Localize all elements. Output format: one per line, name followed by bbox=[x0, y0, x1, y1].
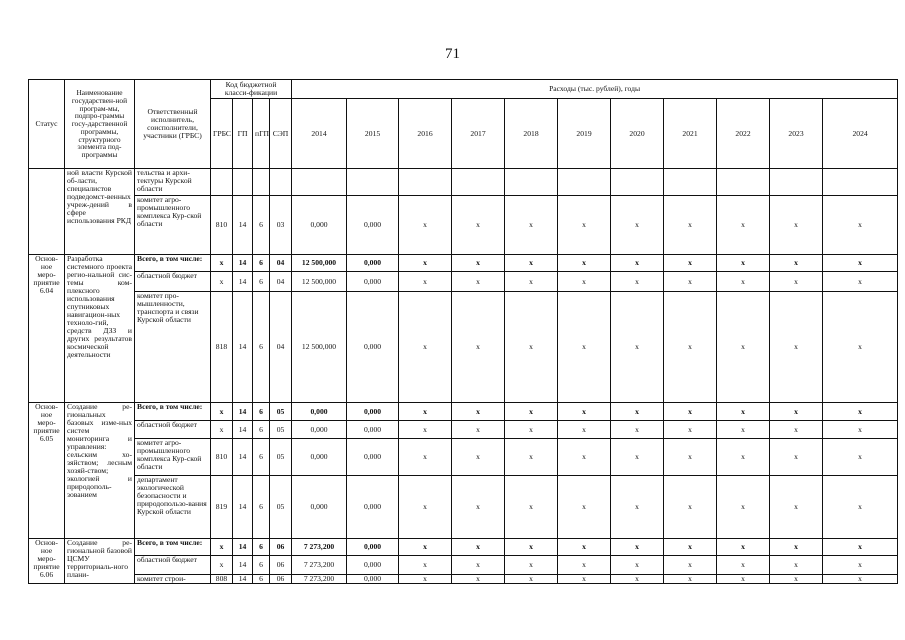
executor-cell: комитет про-мышленности, транспорта и связи Курской области bbox=[135, 292, 211, 403]
expense-cell: x bbox=[611, 421, 664, 439]
expense-cell: x bbox=[505, 403, 558, 421]
expense-cell bbox=[558, 169, 611, 196]
pgp-cell bbox=[253, 169, 270, 196]
grbs-cell: x bbox=[211, 556, 233, 575]
pgp-cell: 6 bbox=[253, 272, 270, 292]
executor-cell: Всего, в том числе: bbox=[135, 539, 211, 556]
expense-cell bbox=[770, 169, 823, 196]
expense-cell: 7 273,200 bbox=[292, 539, 347, 556]
header-year: 2015 bbox=[347, 99, 399, 169]
expense-cell: 0,000 bbox=[292, 439, 347, 476]
pgp-cell: 6 bbox=[253, 403, 270, 421]
expense-cell: x bbox=[452, 476, 505, 539]
grbs-cell: x bbox=[211, 421, 233, 439]
status-cell bbox=[29, 169, 65, 255]
expense-cell: x bbox=[399, 575, 452, 584]
grbs-cell: x bbox=[211, 255, 233, 272]
executor-cell: комитет агро-промышленного комплекса Кур-ской области bbox=[135, 439, 211, 476]
expense-cell: 0,000 bbox=[292, 476, 347, 539]
pgp-cell: 6 bbox=[253, 539, 270, 556]
grbs-cell: 810 bbox=[211, 196, 233, 255]
expense-cell: x bbox=[664, 196, 717, 255]
expense-cell: x bbox=[664, 575, 717, 584]
grbs-cell: 819 bbox=[211, 476, 233, 539]
expense-cell: x bbox=[399, 196, 452, 255]
expense-cell: x bbox=[452, 539, 505, 556]
expense-cell: x bbox=[505, 272, 558, 292]
expense-cell: x bbox=[611, 476, 664, 539]
expense-cell: x bbox=[558, 539, 611, 556]
pgp-cell: 6 bbox=[253, 575, 270, 584]
name-cell: ной власти Курской об-ласти, специалистов подведомст-венных учреж-дений в сфере использования РКД bbox=[65, 169, 135, 255]
expense-cell: x bbox=[399, 476, 452, 539]
executor-cell: комитет агро-промышленного комплекса Кур-ской области bbox=[135, 196, 211, 255]
expense-cell: 0,000 bbox=[347, 476, 399, 539]
expense-cell bbox=[611, 169, 664, 196]
table-row bbox=[29, 556, 898, 575]
header-executor: Ответственный исполнитель, соисполнители, участники (ГРБС) bbox=[135, 80, 211, 169]
executor-cell: департамент экологической безопасности и природопользо-вания Курской области bbox=[135, 476, 211, 539]
table-row bbox=[29, 421, 898, 439]
gp-cell bbox=[233, 169, 253, 196]
expense-cell: x bbox=[717, 255, 770, 272]
gp-cell: 14 bbox=[233, 575, 253, 584]
expense-cell: x bbox=[452, 196, 505, 255]
expense-cell bbox=[717, 169, 770, 196]
pgp-cell: 6 bbox=[253, 476, 270, 539]
expense-cell bbox=[664, 169, 717, 196]
expense-cell: x bbox=[399, 439, 452, 476]
expense-cell: x bbox=[611, 255, 664, 272]
expense-cell: x bbox=[558, 476, 611, 539]
expense-cell: x bbox=[452, 439, 505, 476]
expense-cell: x bbox=[399, 556, 452, 575]
sep-cell: 05 bbox=[270, 439, 292, 476]
executor-cell: областной бюджет bbox=[135, 421, 211, 439]
header-expenses: Расходы (тыс. рублей), годы bbox=[292, 80, 898, 99]
table-row bbox=[29, 292, 898, 403]
header-year: 2021 bbox=[664, 99, 717, 169]
table-body bbox=[29, 169, 898, 584]
expense-cell: x bbox=[664, 403, 717, 421]
gp-cell: 14 bbox=[233, 556, 253, 575]
gp-cell: 14 bbox=[233, 539, 253, 556]
expense-cell: x bbox=[717, 421, 770, 439]
grbs-cell: x bbox=[211, 539, 233, 556]
expense-cell: 0,000 bbox=[347, 539, 399, 556]
header-year: 2018 bbox=[505, 99, 558, 169]
pgp-cell: 6 bbox=[253, 292, 270, 403]
expense-cell: x bbox=[611, 292, 664, 403]
status-cell: Основ-ное меро-приятие 6.06 bbox=[29, 539, 65, 584]
header-year: 2020 bbox=[611, 99, 664, 169]
header-budget-code: Код бюджетной класси-фикации bbox=[211, 80, 292, 99]
expense-cell: x bbox=[823, 255, 898, 272]
grbs-cell: 810 bbox=[211, 439, 233, 476]
expense-cell: x bbox=[664, 272, 717, 292]
expense-cell: x bbox=[770, 272, 823, 292]
table-row bbox=[29, 575, 898, 584]
table-header bbox=[29, 80, 898, 169]
expense-cell: x bbox=[558, 272, 611, 292]
expense-cell: x bbox=[823, 556, 898, 575]
expense-cell: x bbox=[823, 272, 898, 292]
expense-cell: x bbox=[452, 403, 505, 421]
table-row bbox=[29, 272, 898, 292]
expense-cell: x bbox=[505, 196, 558, 255]
sep-cell: 05 bbox=[270, 403, 292, 421]
header-grbs: ГРБС bbox=[211, 99, 233, 169]
expense-cell: x bbox=[611, 556, 664, 575]
expense-cell: x bbox=[505, 556, 558, 575]
gp-cell: 14 bbox=[233, 421, 253, 439]
executor-cell: комитет строи- bbox=[135, 575, 211, 584]
header-year: 2016 bbox=[399, 99, 452, 169]
expense-cell: x bbox=[717, 575, 770, 584]
grbs-cell: x bbox=[211, 403, 233, 421]
executor-cell: Всего, в том числе: bbox=[135, 403, 211, 421]
expense-cell: x bbox=[452, 575, 505, 584]
expense-cell: x bbox=[558, 575, 611, 584]
expense-cell: x bbox=[770, 439, 823, 476]
expense-cell: x bbox=[611, 575, 664, 584]
expense-cell: x bbox=[452, 421, 505, 439]
expense-cell: x bbox=[717, 539, 770, 556]
expense-cell: x bbox=[611, 539, 664, 556]
expense-cell: 12 500,000 bbox=[292, 255, 347, 272]
sep-cell: 04 bbox=[270, 255, 292, 272]
expense-cell: x bbox=[717, 476, 770, 539]
expense-cell: x bbox=[823, 575, 898, 584]
expense-cell: x bbox=[717, 292, 770, 403]
gp-cell: 14 bbox=[233, 255, 253, 272]
expense-cell bbox=[823, 169, 898, 196]
expense-cell: 0,000 bbox=[347, 255, 399, 272]
expense-cell: 0,000 bbox=[292, 403, 347, 421]
budget-table-container bbox=[28, 79, 871, 584]
expense-cell: x bbox=[505, 476, 558, 539]
header-name: Наименование государствен-ной програм-мы, подпро-граммы госу-дарственной программы, структурного элемента под-программы bbox=[65, 80, 135, 169]
expense-cell: x bbox=[770, 255, 823, 272]
expense-cell: x bbox=[823, 403, 898, 421]
expense-cell: 0,000 bbox=[347, 575, 399, 584]
budget-table bbox=[28, 79, 898, 584]
expense-cell: 12 500,000 bbox=[292, 272, 347, 292]
expense-cell bbox=[292, 169, 347, 196]
gp-cell: 14 bbox=[233, 403, 253, 421]
expense-cell: x bbox=[505, 575, 558, 584]
expense-cell: x bbox=[558, 403, 611, 421]
expense-cell: x bbox=[717, 403, 770, 421]
expense-cell: x bbox=[823, 421, 898, 439]
expense-cell: x bbox=[770, 476, 823, 539]
expense-cell: x bbox=[399, 292, 452, 403]
expense-cell bbox=[452, 169, 505, 196]
expense-cell: x bbox=[452, 255, 505, 272]
expense-cell: x bbox=[505, 255, 558, 272]
expense-cell: x bbox=[770, 403, 823, 421]
expense-cell: x bbox=[611, 272, 664, 292]
expense-cell: 0,000 bbox=[347, 403, 399, 421]
table-row bbox=[29, 403, 898, 421]
expense-cell: x bbox=[505, 539, 558, 556]
expense-cell: x bbox=[452, 556, 505, 575]
expense-cell: x bbox=[664, 556, 717, 575]
expense-cell: x bbox=[611, 196, 664, 255]
table-row bbox=[29, 196, 898, 255]
expense-cell: x bbox=[770, 421, 823, 439]
expense-cell: x bbox=[770, 556, 823, 575]
grbs-cell: 808 bbox=[211, 575, 233, 584]
expense-cell: x bbox=[664, 439, 717, 476]
pgp-cell: 6 bbox=[253, 439, 270, 476]
expense-cell: x bbox=[611, 403, 664, 421]
expense-cell: 7 273,200 bbox=[292, 556, 347, 575]
name-cell: Создание ре-гиональных базовых изме-ных систем мониторинга и управления: сельским хо-зяйством; лесным хозяй-ством; экологией и природополь-зованием bbox=[65, 403, 135, 539]
grbs-cell: 818 bbox=[211, 292, 233, 403]
header-gp: ГП bbox=[233, 99, 253, 169]
expense-cell: x bbox=[823, 439, 898, 476]
expense-cell: x bbox=[770, 575, 823, 584]
table-row bbox=[29, 255, 898, 272]
expense-cell bbox=[347, 169, 399, 196]
grbs-cell bbox=[211, 169, 233, 196]
header-year: 2014 bbox=[292, 99, 347, 169]
expense-cell: 12 500,000 bbox=[292, 292, 347, 403]
header-year: 2022 bbox=[717, 99, 770, 169]
table-row bbox=[29, 169, 898, 196]
sep-cell: 04 bbox=[270, 272, 292, 292]
expense-cell: x bbox=[717, 272, 770, 292]
expense-cell: x bbox=[611, 439, 664, 476]
expense-cell: x bbox=[505, 292, 558, 403]
expense-cell: x bbox=[823, 292, 898, 403]
pgp-cell: 6 bbox=[253, 421, 270, 439]
expense-cell: x bbox=[823, 196, 898, 255]
name-cell: Создание ре-гиональной базовой ЦСМУ территориаль-ного плани- bbox=[65, 539, 135, 584]
sep-cell: 03 bbox=[270, 196, 292, 255]
expense-cell: 7 273,200 bbox=[292, 575, 347, 584]
table-row bbox=[29, 476, 898, 539]
executor-cell: Всего, в том числе: bbox=[135, 255, 211, 272]
header-year: 2024 bbox=[823, 99, 898, 169]
table-row bbox=[29, 539, 898, 556]
page-number: 71 bbox=[445, 46, 460, 62]
expense-cell: x bbox=[558, 421, 611, 439]
expense-cell: x bbox=[664, 539, 717, 556]
header-pgp: пГП bbox=[253, 99, 270, 169]
sep-cell: 05 bbox=[270, 421, 292, 439]
grbs-cell: x bbox=[211, 272, 233, 292]
expense-cell: x bbox=[823, 539, 898, 556]
header-year: 2023 bbox=[770, 99, 823, 169]
pgp-cell: 6 bbox=[253, 556, 270, 575]
expense-cell: 0,000 bbox=[347, 439, 399, 476]
gp-cell: 14 bbox=[233, 292, 253, 403]
executor-cell: тельства и архи-тектуры Курской области bbox=[135, 169, 211, 196]
sep-cell: 06 bbox=[270, 575, 292, 584]
status-cell: Основ-ное меро-приятие 6.04 bbox=[29, 255, 65, 403]
expense-cell: x bbox=[399, 255, 452, 272]
status-cell: Основ-ное меро-приятие 6.05 bbox=[29, 403, 65, 539]
header-status: Статус bbox=[29, 80, 65, 169]
expense-cell: x bbox=[558, 196, 611, 255]
gp-cell: 14 bbox=[233, 476, 253, 539]
executor-cell: областной бюджет bbox=[135, 556, 211, 575]
expense-cell: 0,000 bbox=[347, 196, 399, 255]
sep-cell bbox=[270, 169, 292, 196]
expense-cell: x bbox=[717, 439, 770, 476]
expense-cell: 0,000 bbox=[292, 421, 347, 439]
sep-cell: 04 bbox=[270, 292, 292, 403]
pgp-cell: 6 bbox=[253, 255, 270, 272]
expense-cell: x bbox=[452, 272, 505, 292]
expense-cell: x bbox=[399, 539, 452, 556]
expense-cell: 0,000 bbox=[292, 196, 347, 255]
expense-cell: x bbox=[823, 476, 898, 539]
expense-cell: x bbox=[505, 439, 558, 476]
expense-cell: x bbox=[717, 556, 770, 575]
header-year: 2017 bbox=[452, 99, 505, 169]
expense-cell: x bbox=[664, 255, 717, 272]
sep-cell: 06 bbox=[270, 556, 292, 575]
expense-cell: 0,000 bbox=[347, 272, 399, 292]
expense-cell: x bbox=[505, 421, 558, 439]
expense-cell: x bbox=[664, 421, 717, 439]
gp-cell: 14 bbox=[233, 272, 253, 292]
gp-cell: 14 bbox=[233, 196, 253, 255]
expense-cell bbox=[399, 169, 452, 196]
sep-cell: 05 bbox=[270, 476, 292, 539]
expense-cell: 0,000 bbox=[347, 421, 399, 439]
expense-cell: x bbox=[452, 292, 505, 403]
header-sep: СЭП bbox=[270, 99, 292, 169]
pgp-cell: 6 bbox=[253, 196, 270, 255]
expense-cell: x bbox=[770, 196, 823, 255]
expense-cell: x bbox=[770, 539, 823, 556]
sep-cell: 06 bbox=[270, 539, 292, 556]
expense-cell: x bbox=[558, 255, 611, 272]
expense-cell: x bbox=[664, 476, 717, 539]
expense-cell: x bbox=[558, 556, 611, 575]
name-cell: Разработка системного проекта регио-нальной сис-темы ком-плексного использования спутниковых навигацион-ных техноло-гий, средств ДЗЗ и других результатов космической деятельности bbox=[65, 255, 135, 403]
expense-cell: x bbox=[664, 292, 717, 403]
expense-cell: x bbox=[399, 403, 452, 421]
executor-cell: областной бюджет bbox=[135, 272, 211, 292]
expense-cell: x bbox=[558, 439, 611, 476]
expense-cell: x bbox=[770, 292, 823, 403]
expense-cell: 0,000 bbox=[347, 292, 399, 403]
table-row bbox=[29, 439, 898, 476]
gp-cell: 14 bbox=[233, 439, 253, 476]
expense-cell bbox=[505, 169, 558, 196]
expense-cell: x bbox=[558, 292, 611, 403]
expense-cell: x bbox=[399, 421, 452, 439]
expense-cell: 0,000 bbox=[347, 556, 399, 575]
expense-cell: x bbox=[717, 196, 770, 255]
header-year: 2019 bbox=[558, 99, 611, 169]
expense-cell: x bbox=[399, 272, 452, 292]
